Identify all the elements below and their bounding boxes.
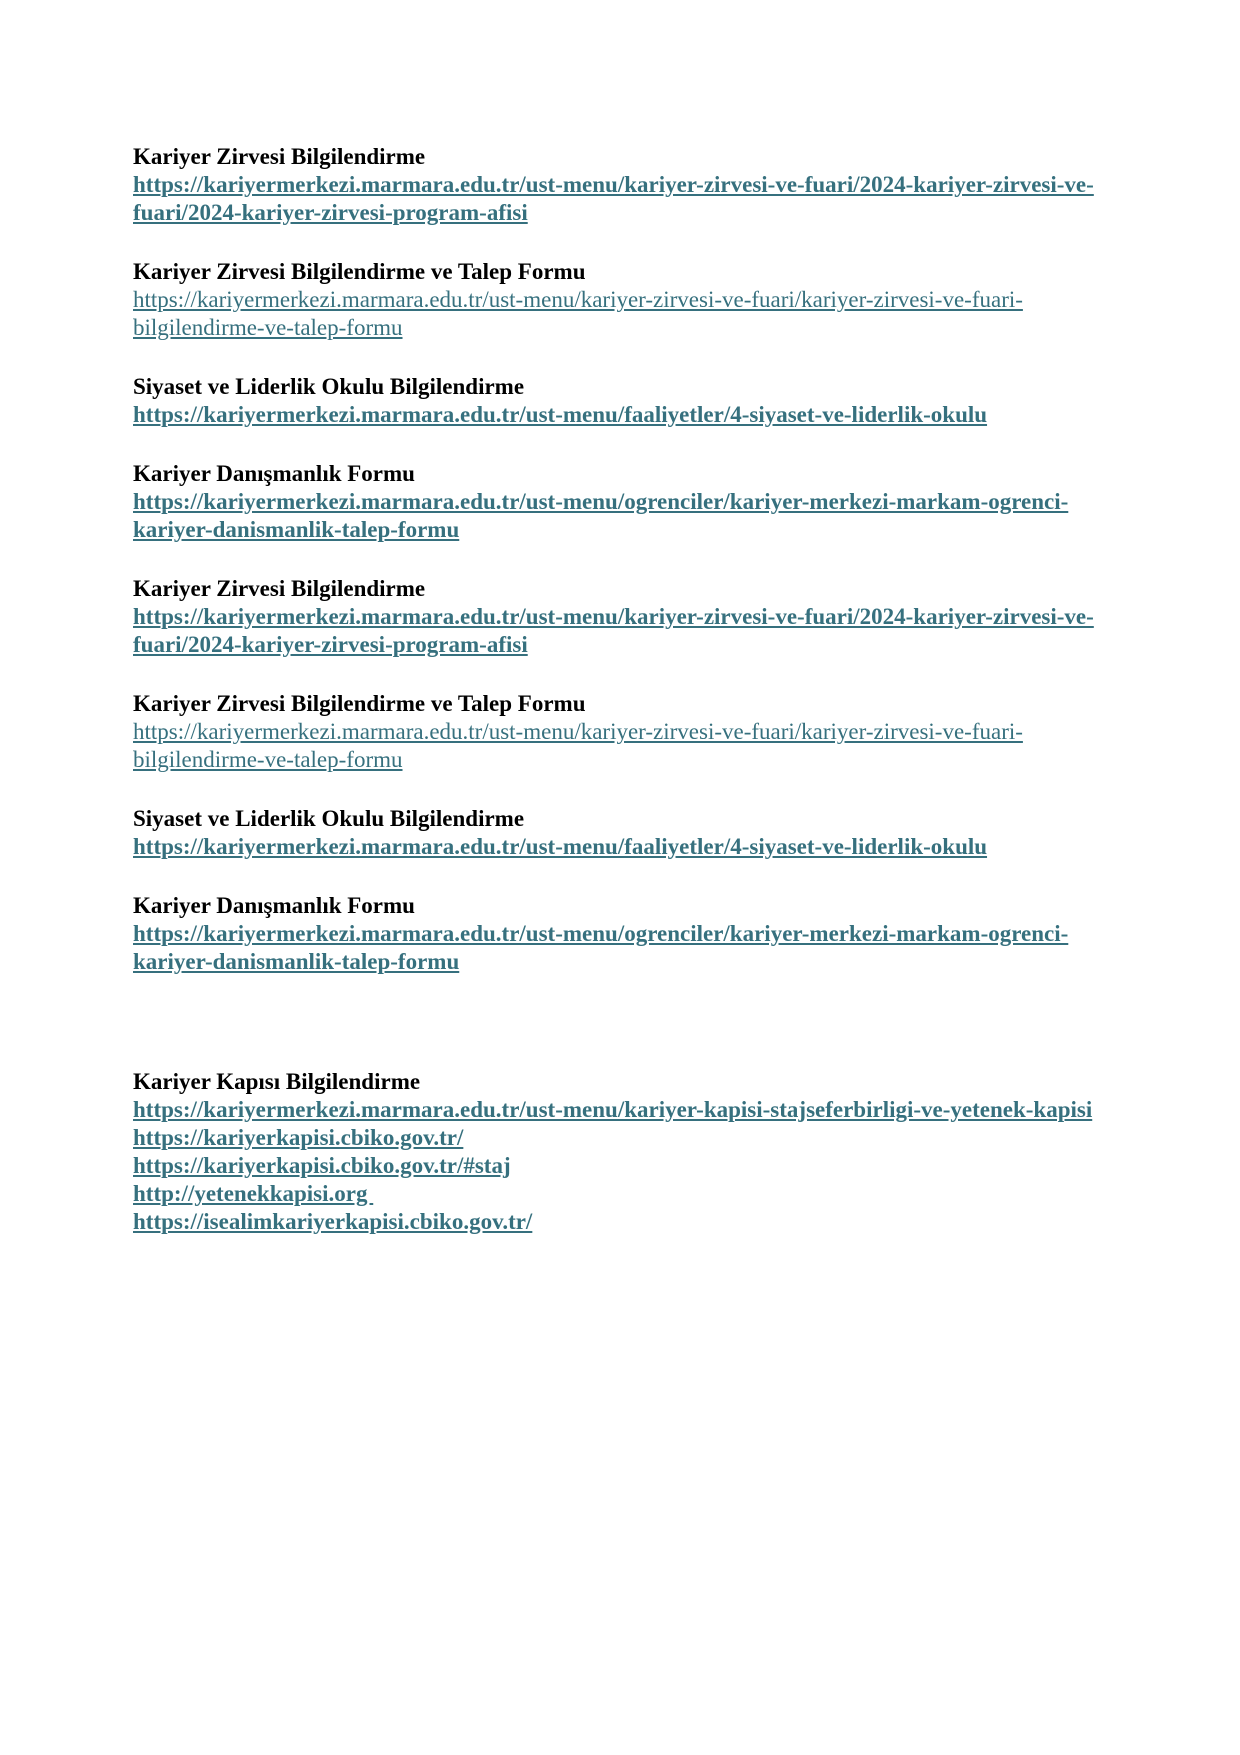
link-line (133, 1096, 1096, 1124)
hyperlink-kariyerkapisi-cbiko[interactable]: https://kariyerkapisi.cbiko.gov.tr/ (133, 1125, 464, 1150)
hyperlink-kariyer-kapisi-stajseferbirligi[interactable]: https://kariyermerkezi.marmara.edu.tr/ust-menu/kariyer-kapisi-stajseferbirligi-ve-yetenek-kapisi (133, 1097, 1093, 1122)
section-kariyer-zirvesi-bilgilendirme-2 (133, 575, 1096, 659)
link-line (133, 1208, 1096, 1236)
hyperlink-siyaset-ve-liderlik-okulu-1[interactable]: https://kariyermerkezi.marmara.edu.tr/ust-menu/faaliyetler/4-siyaset-ve-liderlik-okulu (133, 402, 988, 427)
hyperlink-kariyer-zirvesi-program-afisi-2[interactable]: https://kariyermerkezi.marmara.edu.tr/ust-menu/kariyer-zirvesi-ve-fuari/2024-kariyer-zirvesi-ve-fuari/2024-kariyer-zirvesi-program-afisi (133, 604, 1094, 657)
link-line (133, 171, 1096, 227)
block-heading: Siyaset ve Liderlik Okulu Bilgilendirme (133, 374, 525, 399)
link-line (133, 1124, 1096, 1152)
block-heading: Kariyer Zirvesi Bilgilendirme ve Talep Formu (133, 259, 586, 284)
hyperlink-kariyer-danismanlik-talep-formu-2[interactable]: https://kariyermerkezi.marmara.edu.tr/ust-menu/ogrenciler/kariyer-merkezi-markam-ogrenci-kariyer-danismanlik-talep-formu (133, 921, 1069, 974)
link-line (133, 920, 1096, 976)
block-heading: Siyaset ve Liderlik Okulu Bilgilendirme (133, 806, 525, 831)
section-siyaset-liderlik-okulu-2 (133, 805, 1096, 861)
hyperlink-kariyerkapisi-cbiko-staj[interactable]: https://kariyerkapisi.cbiko.gov.tr/#staj (133, 1153, 511, 1178)
document-content (133, 143, 1096, 1267)
section-kariyer-zirvesi-talep-formu-1 (133, 258, 1096, 342)
link-line (133, 603, 1096, 659)
link-line (133, 1180, 1096, 1208)
hyperlink-bilgilendirme-ve-talep-formu-2[interactable]: https://kariyermerkezi.marmara.edu.tr/ust-menu/kariyer-zirvesi-ve-fuari/kariyer-zirvesi-ve-fuari-bilgilendirme-ve-talep-formu (133, 719, 1023, 772)
hyperlink-kariyer-danismanlik-talep-formu-1[interactable]: https://kariyermerkezi.marmara.edu.tr/ust-menu/ogrenciler/kariyer-merkezi-markam-ogrenci-kariyer-danismanlik-talep-formu (133, 489, 1069, 542)
block-heading: Kariyer Zirvesi Bilgilendirme (133, 144, 426, 169)
link-line (133, 401, 1096, 429)
block-heading: Kariyer Kapısı Bilgilendirme (133, 1069, 421, 1094)
link-line (133, 833, 1096, 861)
block-heading: Kariyer Danışmanlık Formu (133, 893, 415, 918)
link-line (133, 718, 1096, 774)
section-kariyer-zirvesi-talep-formu-2 (133, 690, 1096, 774)
section-siyaset-liderlik-okulu-1 (133, 373, 1096, 429)
hyperlink-kariyer-zirvesi-program-afisi-1[interactable]: https://kariyermerkezi.marmara.edu.tr/ust-menu/kariyer-zirvesi-ve-fuari/2024-kariyer-zirvesi-ve-fuari/2024-kariyer-zirvesi-program-afisi (133, 172, 1094, 225)
block-heading: Kariyer Zirvesi Bilgilendirme (133, 576, 426, 601)
block-heading: Kariyer Zirvesi Bilgilendirme ve Talep Formu (133, 691, 586, 716)
hyperlink-isealimkariyerkapisi-cbiko[interactable]: https://isealimkariyerkapisi.cbiko.gov.tr/ (133, 1209, 533, 1234)
link-line (133, 1152, 1096, 1180)
block-heading: Kariyer Danışmanlık Formu (133, 461, 415, 486)
section-kariyer-danismanlik-formu-1 (133, 460, 1096, 544)
section-kariyer-kapisi-bilgilendirme (133, 1068, 1096, 1236)
section-kariyer-zirvesi-bilgilendirme-1 (133, 143, 1096, 227)
hyperlink-bilgilendirme-ve-talep-formu-1[interactable]: https://kariyermerkezi.marmara.edu.tr/ust-menu/kariyer-zirvesi-ve-fuari/kariyer-zirvesi-ve-fuari-bilgilendirme-ve-talep-formu (133, 287, 1023, 340)
link-line (133, 488, 1096, 544)
hyperlink-siyaset-ve-liderlik-okulu-2[interactable]: https://kariyermerkezi.marmara.edu.tr/ust-menu/faaliyetler/4-siyaset-ve-liderlik-okulu (133, 834, 988, 859)
hyperlink-yetenekkapisi[interactable]: http://yetenekkapisi.org (133, 1181, 374, 1206)
link-line (133, 286, 1096, 342)
section-kariyer-danismanlik-formu-2 (133, 892, 1096, 976)
